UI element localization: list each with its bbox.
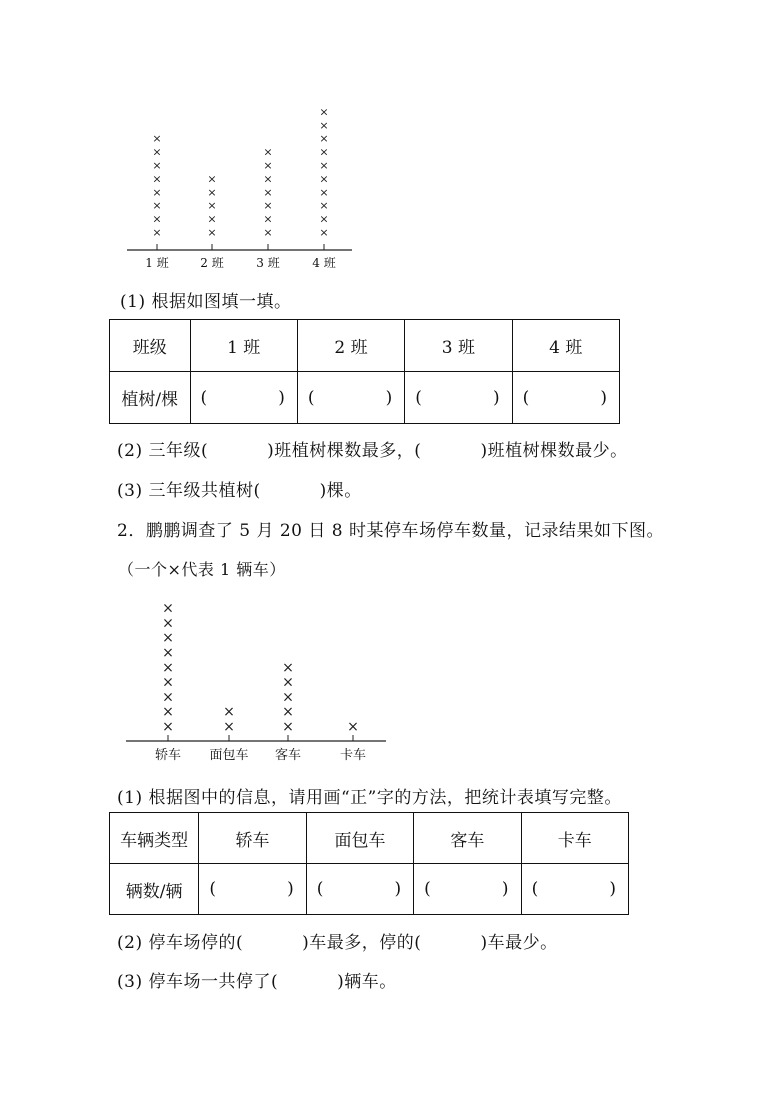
x-mark: × [152, 172, 162, 186]
x-mark: × [162, 689, 174, 706]
answer-blank[interactable]: ( ) [414, 864, 521, 915]
x-mark: × [162, 600, 174, 617]
answer-blank[interactable]: ( ) [190, 372, 297, 424]
answer-blank[interactable]: ( ) [521, 864, 628, 915]
x-mark: × [319, 105, 329, 119]
part2-question-3: (3) 停车场一共停了( )辆车。 [117, 972, 397, 992]
table-row-label: 辆数/辆 [110, 864, 199, 915]
x-mark: × [282, 704, 294, 721]
table-col-3: 客车 [414, 813, 521, 864]
table-col-4: 4 班 [512, 320, 619, 372]
x-mark: × [263, 199, 273, 213]
x-mark: × [263, 145, 273, 159]
part2-question-2: (2) 停车场停的( )车最多，停的( )车最少。 [117, 933, 558, 953]
x-mark: × [319, 199, 329, 213]
x-mark: × [162, 645, 174, 661]
x-mark: × [319, 172, 329, 186]
x-mark: × [282, 689, 294, 706]
x-mark: × [263, 226, 273, 239]
x-mark: × [162, 659, 174, 676]
x-mark: × [223, 704, 235, 721]
part2-question-1: (1) 根据图中的信息，请用画“正”字的方法，把统计表填写完整。 [117, 788, 622, 808]
table-col-2: 2 班 [297, 320, 404, 372]
x-mark: × [263, 212, 273, 226]
answer-blank[interactable]: ( ) [405, 372, 512, 424]
x-mark: × [162, 719, 174, 735]
table-row-label: 植树/棵 [110, 372, 191, 424]
answer-blank[interactable]: ( ) [297, 372, 404, 424]
x-mark: × [282, 719, 294, 735]
table-header-label: 班级 [110, 320, 191, 372]
table-header-label: 车辆类型 [110, 813, 199, 864]
x-mark: × [263, 172, 273, 186]
x-mark: × [263, 185, 273, 199]
part1-question-1: (1) 根据如图填一填。 [120, 292, 292, 312]
x-mark: × [263, 159, 273, 172]
x-mark: × [152, 185, 162, 199]
answer-blank[interactable]: ( ) [306, 864, 413, 915]
x-mark: × [152, 226, 162, 239]
x-mark: × [319, 145, 329, 159]
x-tick-label: 面包车 [209, 748, 249, 763]
x-mark: × [162, 615, 174, 632]
x-tick-label: 3 班 [256, 256, 280, 270]
x-mark: × [207, 172, 217, 186]
table-col-2: 面包车 [306, 813, 413, 864]
x-mark: × [319, 185, 329, 199]
x-mark: × [162, 674, 174, 691]
x-mark: × [152, 212, 162, 226]
x-mark: × [207, 185, 217, 199]
part2-table [109, 812, 629, 915]
x-mark: × [152, 199, 162, 213]
x-tick-label: 客车 [274, 748, 302, 763]
x-mark: × [207, 212, 217, 226]
x-mark: × [282, 659, 294, 676]
x-mark: × [319, 212, 329, 226]
x-mark: × [162, 704, 174, 721]
x-tick-label: 轿车 [154, 748, 182, 763]
answer-blank[interactable]: ( ) [512, 372, 619, 424]
table-col-4: 卡车 [521, 813, 628, 864]
x-tick-label: 卡车 [339, 748, 367, 763]
x-mark: × [152, 132, 162, 146]
x-mark: × [152, 145, 162, 159]
part1-question-2: (2) 三年级( )班植树棵数最多，( )班植树棵数最少。 [117, 441, 628, 461]
x-mark: × [319, 118, 329, 132]
x-mark: × [207, 226, 217, 239]
part2-note: （一个×代表 1 辆车） [118, 560, 286, 579]
x-mark: × [162, 630, 174, 647]
x-tick-label: 1 班 [145, 256, 169, 270]
class-tree-dot-plot [0, 0, 780, 290]
part2-intro: 2．鹏鹏调查了 5 月 20 日 8 时某停车场停车数量，记录结果如下图。 [117, 521, 665, 541]
table-col-3: 3 班 [405, 320, 512, 372]
x-mark: × [223, 719, 235, 735]
x-mark: × [152, 159, 162, 172]
x-mark: × [319, 132, 329, 146]
part1-question-3: (3) 三年级共植树( )棵。 [117, 481, 362, 501]
part1-table [109, 319, 620, 424]
table-col-1: 1 班 [190, 320, 297, 372]
parking-dot-plot [0, 590, 780, 770]
x-mark: × [319, 159, 329, 172]
x-mark: × [319, 226, 329, 239]
table-col-1: 轿车 [199, 813, 306, 864]
x-tick-label: 4 班 [312, 256, 336, 270]
x-mark: × [282, 674, 294, 691]
answer-blank[interactable]: ( ) [199, 864, 306, 915]
x-mark: × [347, 719, 359, 735]
x-tick-label: 2 班 [200, 256, 224, 270]
x-mark: × [207, 199, 217, 213]
